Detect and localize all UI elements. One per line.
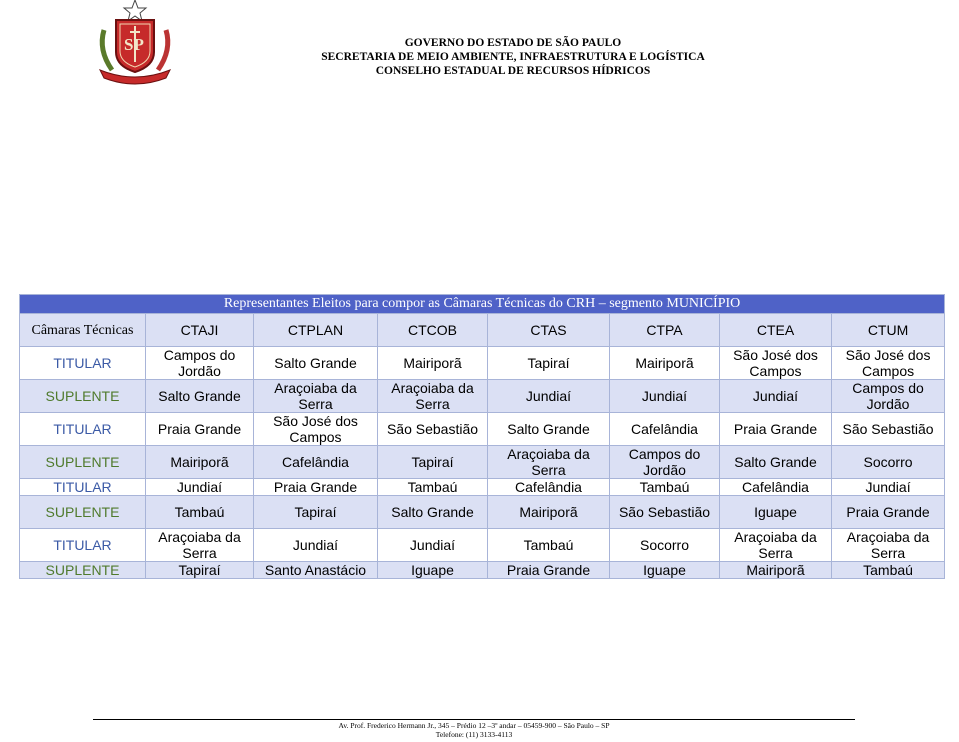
table-cell: Campos do Jordão	[146, 347, 254, 380]
table-title: Representantes Eleitos para compor as Câmaras Técnicas do CRH – segmento MUNICÍPIO	[20, 295, 945, 314]
table-cell: Jundiaí	[832, 479, 945, 496]
column-header-ctcob: CTCOB	[378, 314, 488, 347]
table-cell: Tapiraí	[488, 347, 610, 380]
table-cell: Socorro	[832, 446, 945, 479]
role-cell: SUPLENTE	[20, 446, 146, 479]
table-cell: Cafelândia	[720, 479, 832, 496]
table-cell: Mairiporã	[146, 446, 254, 479]
table-cell: Iguape	[720, 496, 832, 529]
footer-divider	[93, 719, 855, 720]
footer	[93, 721, 855, 739]
table-cell: Cafelândia	[488, 479, 610, 496]
table-row	[20, 529, 945, 562]
table-cell: Tapiraí	[146, 562, 254, 579]
table-cell: Salto Grande	[254, 347, 378, 380]
table-cell: Praia Grande	[146, 413, 254, 446]
table-row	[20, 347, 945, 380]
footer-phone: Telefone: (11) 3133-4113	[435, 730, 513, 739]
table-cell: Araçoiaba da Serra	[720, 529, 832, 562]
table-row	[20, 562, 945, 579]
table-row	[20, 496, 945, 529]
table-cell: Santo Anastácio	[254, 562, 378, 579]
table-row	[20, 446, 945, 479]
table-cell: São Sebastião	[832, 413, 945, 446]
role-cell: TITULAR	[20, 347, 146, 380]
table-cell: Mairiporã	[720, 562, 832, 579]
council-heading: CONSELHO ESTADUAL DE RECURSOS HÍDRICOS	[375, 65, 651, 77]
table-cell: São José dos Campos	[720, 347, 832, 380]
column-header-camaras: Câmaras Técnicas	[20, 314, 146, 347]
table-row	[20, 380, 945, 413]
table-cell: Jundiaí	[254, 529, 378, 562]
table-cell: Jundiaí	[720, 380, 832, 413]
table-cell: Iguape	[378, 562, 488, 579]
column-header-ctas: CTAS	[488, 314, 610, 347]
table-cell: Mairiporã	[378, 347, 488, 380]
table-cell: Praia Grande	[720, 413, 832, 446]
table-cell: Praia Grande	[488, 562, 610, 579]
letterhead	[290, 36, 736, 78]
table-cell: Araçoiaba da Serra	[832, 529, 945, 562]
table-row	[20, 479, 945, 496]
table-cell: Tapiraí	[378, 446, 488, 479]
table-header-row	[20, 314, 945, 347]
table-cell: São Sebastião	[378, 413, 488, 446]
table-cell: Cafelândia	[610, 413, 720, 446]
role-cell: TITULAR	[20, 413, 146, 446]
table-cell: Praia Grande	[832, 496, 945, 529]
government-heading: GOVERNO DO ESTADO DE SÃO PAULO	[404, 37, 622, 49]
table-cell: Salto Grande	[378, 496, 488, 529]
table-cell: Araçoiaba da Serra	[378, 380, 488, 413]
table-cell: Campos do Jordão	[610, 446, 720, 479]
table-cell: Araçoiaba da Serra	[254, 380, 378, 413]
sao-paulo-coat-of-arms-logo	[94, 0, 176, 86]
table-cell: Mairiporã	[488, 496, 610, 529]
table-cell: Tambaú	[378, 479, 488, 496]
column-header-ctplan: CTPLAN	[254, 314, 378, 347]
table-cell: São José dos Campos	[254, 413, 378, 446]
role-cell: TITULAR	[20, 529, 146, 562]
table-cell: Jundiaí	[378, 529, 488, 562]
role-cell: TITULAR	[20, 479, 146, 496]
svg-text:SP: SP	[124, 35, 144, 54]
footer-address: Av. Prof. Frederico Hermann Jr., 345 – Prédio 12 –3º andar – 05459-900 – São Paulo – SP	[338, 721, 610, 730]
table-cell: Socorro	[610, 529, 720, 562]
table-cell: Cafelândia	[254, 446, 378, 479]
table-title-row	[20, 295, 945, 314]
table-row	[20, 413, 945, 446]
representatives-table	[19, 294, 945, 579]
table-cell: Iguape	[610, 562, 720, 579]
coat-of-arms-icon	[94, 0, 176, 86]
role-cell: SUPLENTE	[20, 380, 146, 413]
secretariat-heading: SECRETARIA DE MEIO AMBIENTE, INFRAESTRUTURA E LOGÍSTICA	[321, 51, 705, 63]
column-header-ctum: CTUM	[832, 314, 945, 347]
table-cell: Tambaú	[488, 529, 610, 562]
table-cell: São Sebastião	[610, 496, 720, 529]
table-cell: Campos do Jordão	[832, 380, 945, 413]
table-cell: Tambaú	[832, 562, 945, 579]
table-cell: Jundiaí	[146, 479, 254, 496]
table-cell: Salto Grande	[146, 380, 254, 413]
role-cell: SUPLENTE	[20, 562, 146, 579]
column-header-ctpa: CTPA	[610, 314, 720, 347]
role-cell: SUPLENTE	[20, 496, 146, 529]
table-cell: Mairiporã	[610, 347, 720, 380]
column-header-ctaji: CTAJI	[146, 314, 254, 347]
table-cell: Araçoiaba da Serra	[488, 446, 610, 479]
table-cell: Jundiaí	[610, 380, 720, 413]
table-cell: Salto Grande	[720, 446, 832, 479]
table-cell: Tapiraí	[254, 496, 378, 529]
table-cell: São José dos Campos	[832, 347, 945, 380]
table-cell: Praia Grande	[254, 479, 378, 496]
table-cell: Jundiaí	[488, 380, 610, 413]
table-cell: Tambaú	[146, 496, 254, 529]
table-cell: Tambaú	[610, 479, 720, 496]
column-header-ctea: CTEA	[720, 314, 832, 347]
table-cell: Araçoiaba da Serra	[146, 529, 254, 562]
table-cell: Salto Grande	[488, 413, 610, 446]
